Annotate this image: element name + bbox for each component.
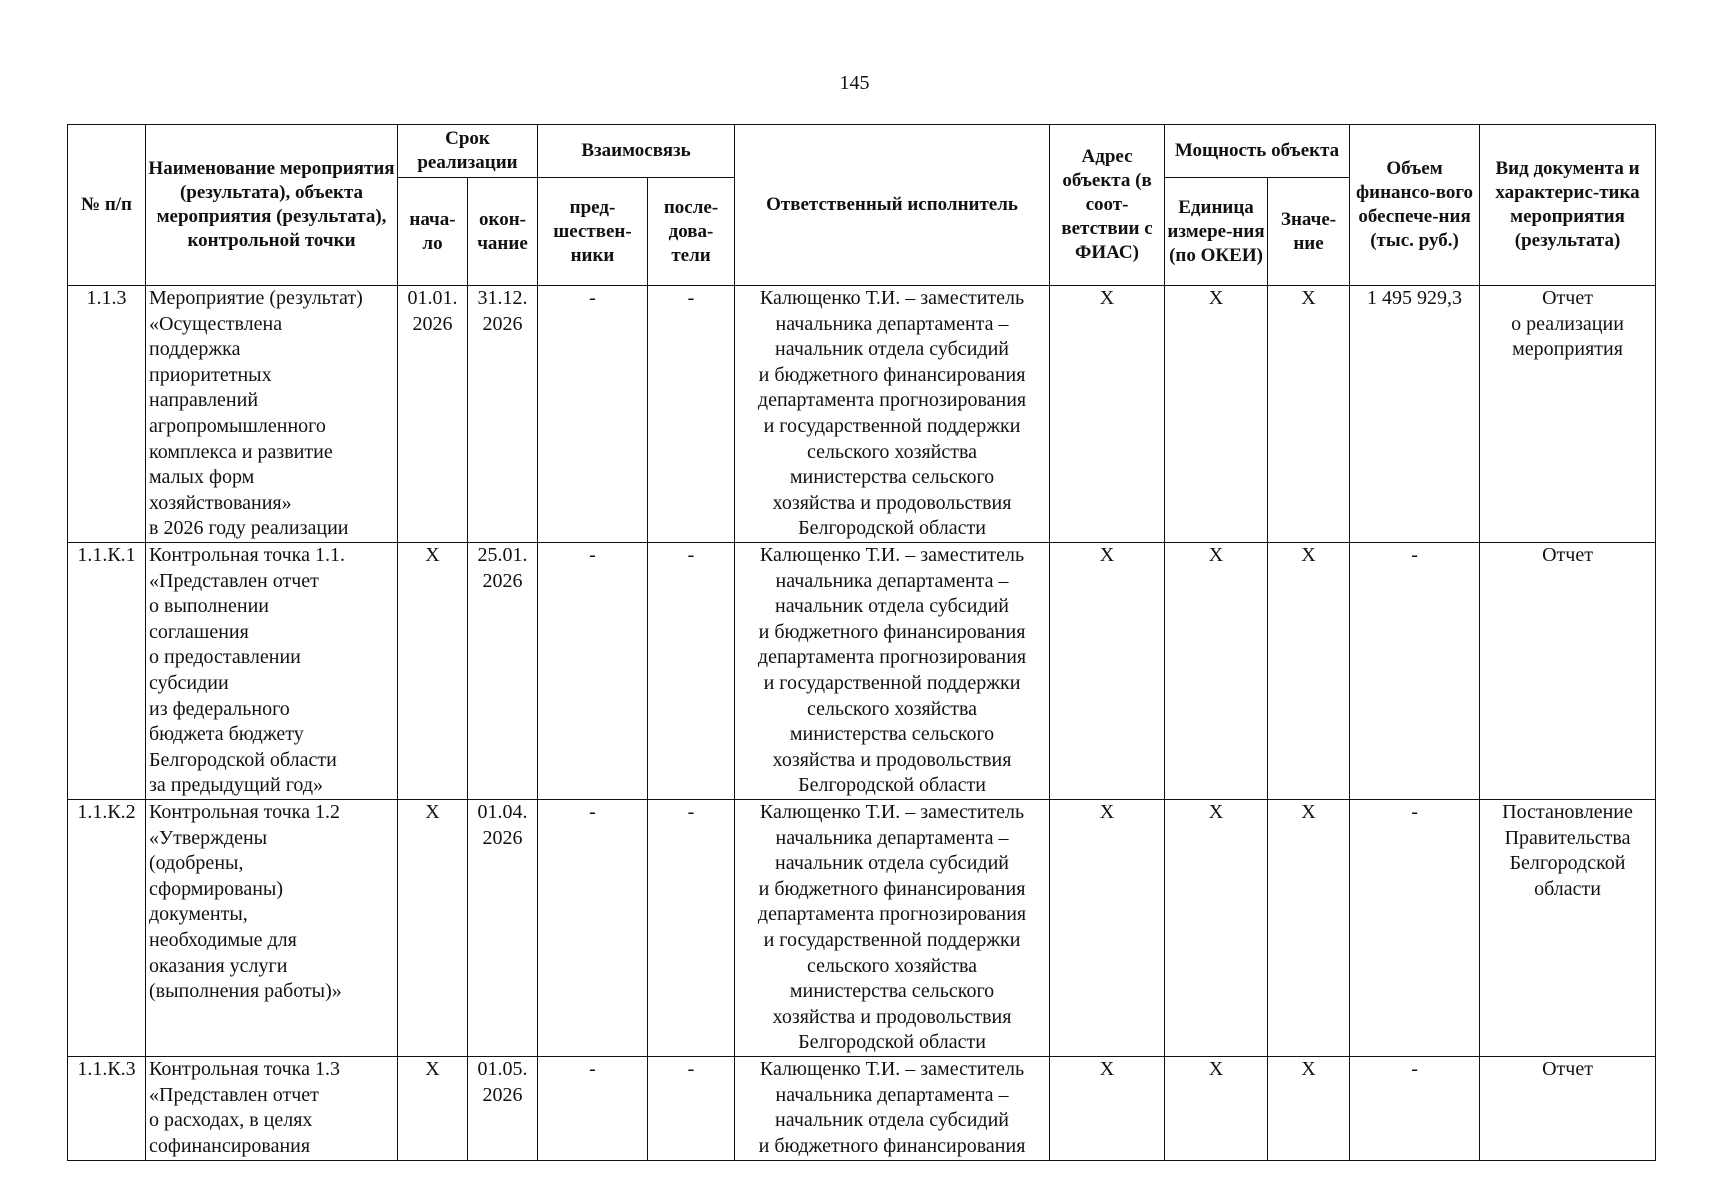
row-num: 1.1.3 [68, 286, 146, 543]
table-header [68, 125, 1656, 286]
cell-line: 2026 [482, 312, 523, 335]
cell-line: 31.12. [477, 287, 528, 309]
row-start [398, 286, 468, 543]
row-value: X [1268, 800, 1350, 1057]
row-executor [735, 1057, 1050, 1161]
header-num: № п/п [68, 125, 146, 286]
cell-line: (выполнения работы)» [149, 980, 342, 1003]
cell-line: 01.04. [477, 801, 528, 823]
header-address: Адрес объекта (в соот-ветствии с ФИАС) [1050, 125, 1165, 286]
cell-line: и государственной поддержки [763, 928, 1021, 951]
cell-line: 01.01. [407, 287, 458, 309]
cell-line: департамента прогнозирования [757, 389, 1027, 412]
row-end [468, 543, 538, 800]
header-term-end: окон-чание [468, 178, 538, 286]
header-term-start: нача-ло [398, 178, 468, 286]
cell-line: начальника департамента – [775, 569, 1009, 592]
cell-line: Калющенко Т.И. – заместитель [759, 544, 1025, 566]
cell-line: сельского хозяйства [806, 440, 978, 463]
header-link-next: после-дова-тели [648, 178, 735, 286]
row-doc [1480, 800, 1656, 1057]
cell-line: агропромышленного [149, 414, 326, 437]
cell-line: и государственной поддержки [763, 414, 1021, 437]
row-executor [735, 800, 1050, 1057]
row-volume: 1 495 929,3 [1350, 286, 1480, 543]
row-num: 1.1.К.1 [68, 543, 146, 800]
cell-line: и бюджетного финансирования [758, 620, 1026, 643]
row-end [468, 1057, 538, 1161]
row-name [146, 800, 398, 1057]
row-value: X [1268, 543, 1350, 800]
cell-line: хозяйствования» [149, 491, 292, 514]
cell-line: Постановление [1502, 801, 1633, 823]
cell-line: документы, [149, 903, 248, 926]
cell-line: сельского хозяйства [806, 697, 978, 720]
cell-line: Белгородской области [149, 748, 337, 771]
cell-line: и бюджетного финансирования [758, 363, 1026, 386]
row-address: X [1050, 1057, 1165, 1161]
cell-line: министерства сельского [789, 466, 995, 489]
cell-line: малых форм [149, 466, 255, 489]
cell-line: 01.05. [477, 1058, 528, 1080]
cell-line: комплекса и развитие [149, 440, 333, 463]
cell-line: Мероприятие (результат) [149, 287, 363, 309]
cell-line: хозяйства и продовольствия [772, 1005, 1012, 1028]
cell-line: «Осуществлена [149, 312, 283, 335]
cell-line: о расходах, в целях [149, 1109, 313, 1132]
cell-line: Отчет [1542, 287, 1593, 309]
cell-line: софинансирования [149, 1134, 311, 1157]
cell-line: Отчет [1542, 1058, 1593, 1080]
row-next: - [648, 543, 735, 800]
row-doc [1480, 543, 1656, 800]
cell-line: и бюджетного финансирования [758, 1134, 1026, 1157]
row-value: X [1268, 1057, 1350, 1161]
cell-line: о реализации [1511, 312, 1624, 335]
header-cap-value: Значе-ние [1268, 178, 1350, 286]
cell-line: необходимые для [149, 928, 297, 951]
cell-line: 2026 [412, 312, 453, 335]
cell-line: оказания услуги [149, 954, 288, 977]
cell-line: мероприятия [1512, 338, 1623, 361]
header-doc-type: Вид документа и характерис-тика мероприятия (результата) [1480, 125, 1656, 286]
cell-line: (одобрены, [149, 852, 244, 875]
header-cap-unit: Единица измере-ния (по ОКЕИ) [1165, 178, 1268, 286]
row-unit: X [1165, 286, 1268, 543]
row-next: - [648, 286, 735, 543]
row-name [146, 286, 398, 543]
row-end [468, 286, 538, 543]
row-end [468, 800, 538, 1057]
header-link: Взаимосвязь [538, 125, 735, 178]
row-prev: - [538, 1057, 648, 1161]
row-executor [735, 286, 1050, 543]
row-prev: - [538, 286, 648, 543]
cell-line: и бюджетного финансирования [758, 877, 1026, 900]
page-number: 145 [839, 72, 870, 94]
cell-line: X [425, 801, 440, 823]
cell-line: Белгородской области [798, 1031, 986, 1054]
cell-line: 2026 [482, 1083, 523, 1106]
header-volume: Объем финансо-вого обеспече-ния (тыс. руб.) [1350, 125, 1480, 286]
cell-line: субсидии [149, 671, 229, 694]
cell-line: поддержка [149, 338, 241, 361]
cell-line: Калющенко Т.И. – заместитель [759, 287, 1025, 309]
row-volume: - [1350, 1057, 1480, 1161]
row-prev: - [538, 543, 648, 800]
cell-line: начальник отдела субсидий [775, 595, 1009, 618]
cell-line: Контрольная точка 1.2 [149, 801, 340, 823]
row-unit: X [1165, 800, 1268, 1057]
cell-line: Контрольная точка 1.1. [149, 544, 345, 566]
cell-line: Контрольная точка 1.3 [149, 1058, 340, 1080]
header-capacity: Мощность объекта [1165, 125, 1350, 178]
row-unit: X [1165, 543, 1268, 800]
row-start [398, 543, 468, 800]
cell-line: о выполнении [149, 595, 269, 618]
row-next: - [648, 800, 735, 1057]
cell-line: министерства сельского [789, 723, 995, 746]
row-name [146, 1057, 398, 1161]
cell-line: из федерального [149, 697, 290, 720]
cell-line: Правительства [1504, 826, 1631, 849]
row-doc [1480, 286, 1656, 543]
cell-line: направлений [149, 389, 259, 412]
row-num: 1.1.К.2 [68, 800, 146, 1057]
row-address: X [1050, 543, 1165, 800]
cell-line: Белгородской области [798, 774, 986, 797]
header-executor: Ответственный исполнитель [735, 125, 1050, 286]
cell-line: соглашения [149, 620, 249, 643]
cell-line: Белгородской области [798, 517, 986, 540]
cell-line: и государственной поддержки [763, 671, 1021, 694]
header-link-prev: пред-шествен-ники [538, 178, 648, 286]
row-volume: - [1350, 800, 1480, 1057]
cell-line: 2026 [482, 826, 523, 849]
row-executor [735, 543, 1050, 800]
table-row [68, 800, 1656, 1057]
cell-line: Калющенко Т.И. – заместитель [759, 1058, 1025, 1080]
row-next: - [648, 1057, 735, 1161]
table-body [68, 286, 1656, 1161]
cell-line: приоритетных [149, 363, 272, 386]
row-num: 1.1.К.3 [68, 1057, 146, 1161]
cell-line: X [425, 1058, 440, 1080]
table-row [68, 286, 1656, 543]
cell-line: министерства сельского [789, 980, 995, 1003]
row-start [398, 1057, 468, 1161]
cell-line: Белгородской [1509, 852, 1626, 875]
row-address: X [1050, 800, 1165, 1057]
cell-line: начальник отдела субсидий [775, 338, 1009, 361]
cell-line: хозяйства и продовольствия [772, 491, 1012, 514]
cell-line: сельского хозяйства [806, 954, 978, 977]
cell-line: бюджета бюджету [149, 723, 304, 746]
cell-line: области [1534, 877, 1601, 900]
row-volume: - [1350, 543, 1480, 800]
cell-line: в 2026 году реализации [149, 517, 349, 540]
header-name: Наименование мероприятия (результата), объекта мероприятия (результата), контрольной точки [146, 125, 398, 286]
cell-line: начальника департамента – [775, 1083, 1009, 1106]
cell-line: 25.01. [477, 544, 528, 566]
row-unit: X [1165, 1057, 1268, 1161]
cell-line: начальника департамента – [775, 312, 1009, 335]
cell-line: о предоставлении [149, 646, 301, 669]
cell-line: начальника департамента – [775, 826, 1009, 849]
cell-line: «Утверждены [149, 826, 268, 849]
cell-line: «Представлен отчет [149, 1083, 319, 1106]
table-row [68, 1057, 1656, 1161]
cell-line: Калющенко Т.И. – заместитель [759, 801, 1025, 823]
row-doc [1480, 1057, 1656, 1161]
row-value: X [1268, 286, 1350, 543]
row-name [146, 543, 398, 800]
cell-line: хозяйства и продовольствия [772, 748, 1012, 771]
cell-line: департамента прогнозирования [757, 646, 1027, 669]
table-row [68, 543, 1656, 800]
row-address: X [1050, 286, 1165, 543]
row-prev: - [538, 800, 648, 1057]
cell-line: начальник отдела субсидий [775, 1109, 1009, 1132]
cell-line: X [425, 544, 440, 566]
activities-table [67, 124, 1656, 1161]
cell-line: департамента прогнозирования [757, 903, 1027, 926]
header-term: Срок реализации [398, 125, 538, 178]
cell-line: начальник отдела субсидий [775, 852, 1009, 875]
cell-line: 2026 [482, 569, 523, 592]
row-start [398, 800, 468, 1057]
cell-line: «Представлен отчет [149, 569, 319, 592]
cell-line: сформированы) [149, 877, 283, 900]
cell-line: Отчет [1542, 544, 1593, 566]
cell-line: за предыдущий год» [149, 774, 323, 797]
